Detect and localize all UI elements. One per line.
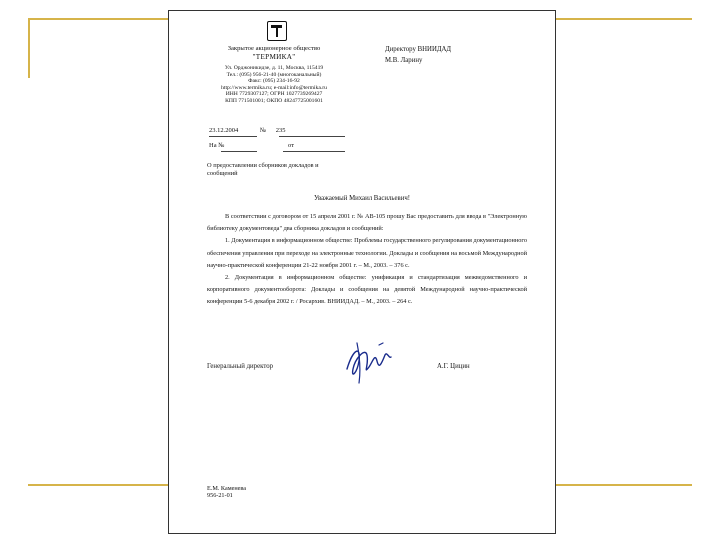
recipient-line2: М.В. Ларину: [385, 57, 423, 64]
address-line: Ул. Орджоникидзе, д. 11, Москва, 115419: [224, 65, 324, 71]
date-row: [209, 127, 285, 134]
body-paragraph: В соответствии с договором от 15 апреля 2001 г. № АВ-105 прошу Вас предоставить для ввода в "Электронную библиотеку документоведа" два сборника докладов и сообщений:: [207, 213, 527, 233]
executor-name: Е.М. Каменева: [207, 485, 247, 492]
ref-row: [209, 142, 294, 149]
salutation: Уважаемый Михаил Васильевич!: [313, 195, 411, 202]
letter-body: [207, 211, 527, 309]
ref-from-underline: [283, 151, 345, 152]
company-line1: Закрытое акционерное общество: [227, 45, 321, 52]
address-line: http://www.termika.ru; e-mail:info@termika.ru: [221, 84, 327, 91]
subject-line: О предоставлении сборников докладов и: [207, 162, 319, 169]
subject: [207, 162, 319, 178]
date-underline: [209, 136, 257, 137]
scanned-letter: [168, 10, 556, 534]
executor-phone: 956-21-01: [207, 492, 233, 500]
recipient-line1: Директору ВНИИДАД: [385, 46, 452, 53]
body-paragraph: 2. Документация в информационном обществе: унификация и стандартизация межведомственного и корпоративного документооборота: Доклады и сообщения на девятой Международной научно-практической конференции 5-6 декабря 2002 г. / Росархив. ВНИИДАД. – М., 2003. – 264 с.: [207, 274, 527, 306]
company-logo: [267, 21, 287, 41]
signer-title: Генеральный директор: [207, 363, 273, 370]
address-line: Тел.: (095) 956-21-40 (многоканальный): [226, 71, 322, 78]
address-line: Факс: (095) 234-16-92: [248, 78, 300, 85]
recipient-block: [385, 44, 451, 66]
slide-accent-line-left: [28, 18, 30, 78]
subject-line: сообщений: [207, 170, 238, 177]
address-line: ИНН 7729307127; ОГРН 1027739269427: [225, 91, 323, 98]
address-line: КПП 771501001; ОКПО 48247725001601: [225, 97, 323, 104]
company-header: [199, 45, 349, 62]
letter-number: 235: [275, 127, 286, 134]
executor-block: [207, 485, 246, 499]
number-underline: [279, 136, 345, 137]
ref-label: На №: [209, 142, 225, 149]
signer-name: А.Г. Цицин: [437, 363, 470, 370]
company-name: "ТЕРМИКА": [252, 53, 296, 61]
signature-image: [339, 339, 399, 390]
body-paragraph: 1. Документация в информационном обществе: Проблемы государственного регулирования документационного обеспечения управления при переходе на электронные технологии. Доклады и сообщения на восьмой Международной научно-практической конференции 21-22 ноября 2001 г. – М., 2003. – 376 с.: [207, 237, 527, 269]
ref-from: от: [288, 142, 295, 149]
company-address: [199, 65, 349, 105]
number-label: №: [259, 127, 267, 134]
ref-underline: [221, 151, 257, 152]
letter-date: 23.12.2004: [209, 127, 239, 134]
